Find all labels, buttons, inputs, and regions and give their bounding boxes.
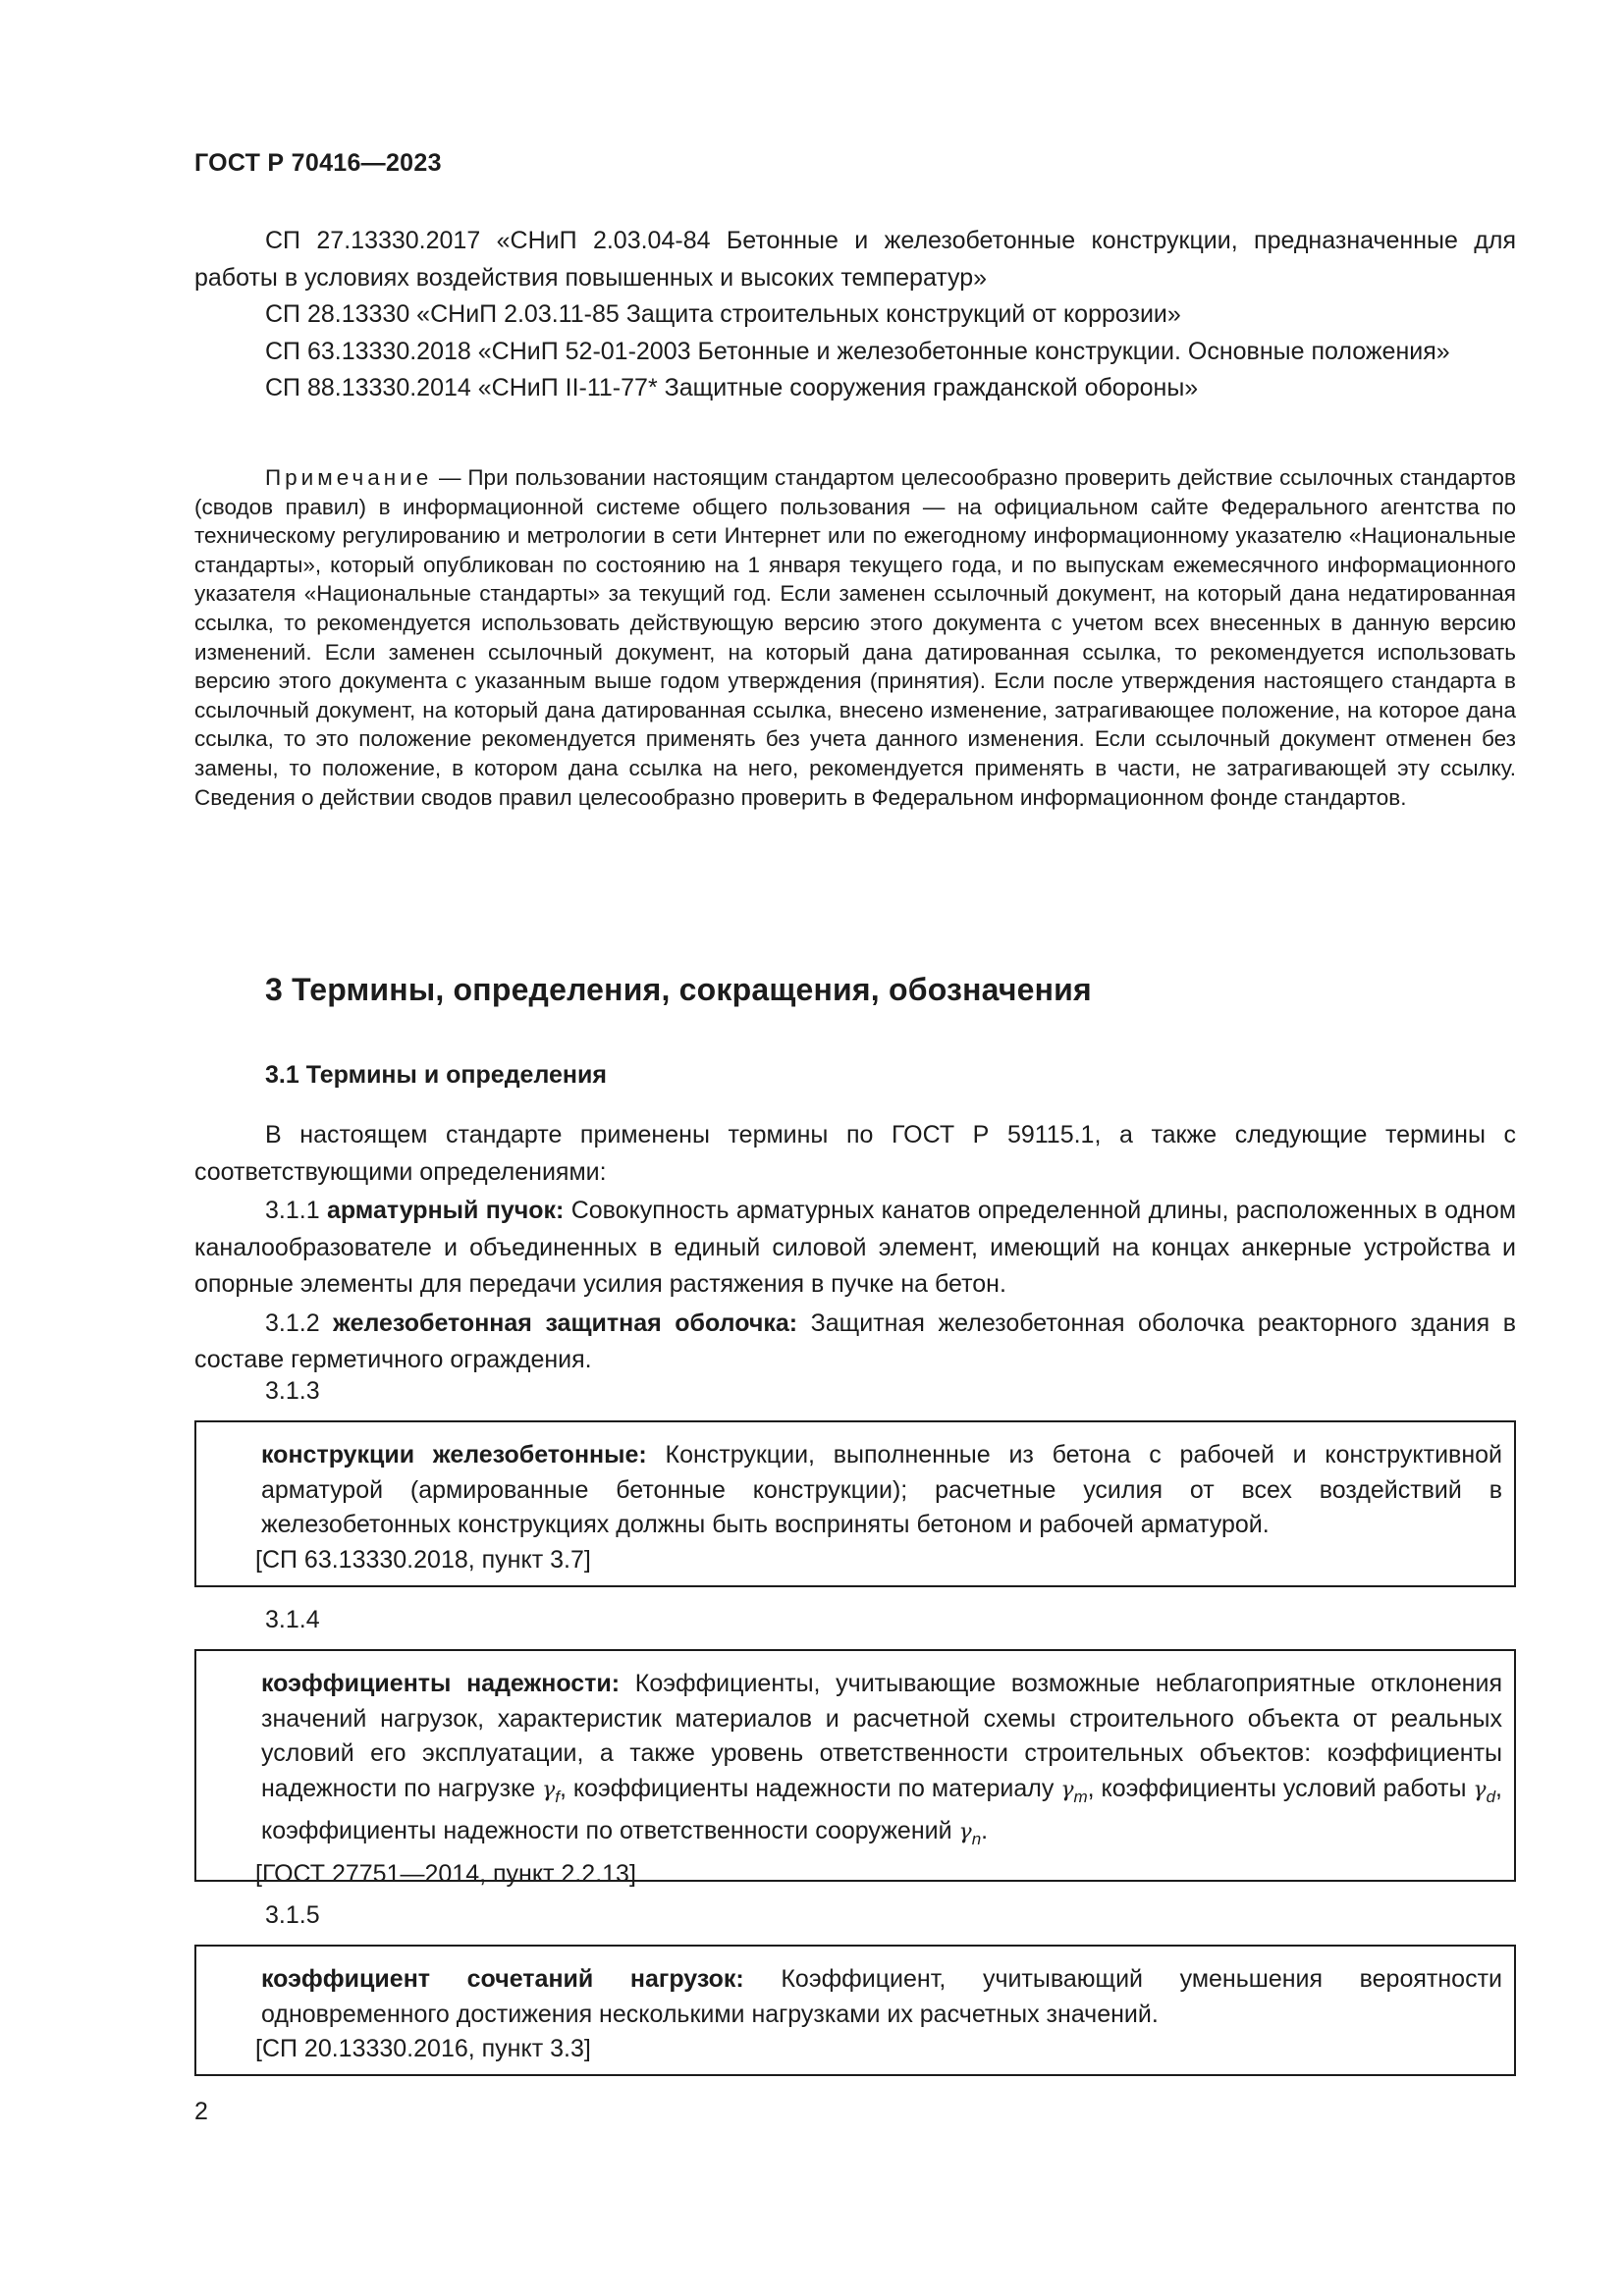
term-number: 3.1.2 (265, 1308, 320, 1337)
term-source: [ГОСТ 27751—2014, пункт 2.2.13] (255, 1859, 636, 1888)
terms-intro: В настоящем стандарте применены термины по ГОСТ Р 59115.1, а также следующие термины с соответствующими определениями: (194, 1121, 1516, 1186)
term-definition: Коэффициент, учитывающий уменьшения вероятности одновременного достижения несколькими нагрузками их расчетных значений. (261, 1965, 1502, 2028)
term-number: 3.1.4 (265, 1606, 320, 1633)
subscript: n (971, 1830, 982, 1848)
normative-references (194, 223, 1516, 407)
reference-item: СП 88.13330.2014 «СНиП II-11-77* Защитные сооружения гражданской обороны» (265, 374, 1199, 401)
term-definition: Защитная железобетонная оболочка реакторного здания в составе герметичного ограждения. (194, 1308, 1516, 1373)
term-definition: Совокупность арматурных канатов определенной длины, расположенных в одном каналообразователе и объединенных в единый силовой элемент, имеющий на концах анкерные устройства и опорные элементы для передачи усилия растяжения в пучке на бетон. (194, 1197, 1517, 1298)
term-name: конструкции железобетонные: (261, 1441, 647, 1468)
subscript: d (1486, 1787, 1496, 1806)
term-definition: , коэффициенты условий работы (1087, 1774, 1474, 1802)
term-definition: , коэффициенты надежности по ответственности сооружений (261, 1774, 1502, 1844)
note-label: Примечание (265, 465, 433, 490)
term-name: коэффициент сочетаний нагрузок: (261, 1965, 744, 1993)
term-definition: , коэффициенты надежности по материалу (560, 1774, 1061, 1802)
term-box (194, 1945, 1516, 2076)
terms-list (194, 1117, 1516, 1381)
gamma-symbol: γ (542, 1777, 556, 1802)
term-item (194, 1306, 1516, 1379)
gamma-symbol: γ (1060, 1777, 1074, 1802)
reference-item: СП 63.13330.2018 «СНиП 52-01-2003 Бетонные и железобетонные конструкции. Основные положения» (265, 337, 1450, 365)
subscript: f (555, 1787, 561, 1806)
gamma-symbol: γ (958, 1820, 972, 1844)
page-number: 2 (194, 2098, 208, 2125)
reference-item: СП 27.13330.2017 «СНиП 2.03.04-84 Бетонные и железобетонные конструкции, предназначенные для работы в условиях воздействия повышенных и высоких температур» (194, 227, 1516, 292)
term-number: 3.1.5 (265, 1901, 320, 1929)
subscript: m (1073, 1787, 1088, 1806)
note-text: — При пользовании настоящим стандартом целесообразно проверить действие ссылочных стандартов (сводов правил) в информационной системе общего пользования — на официальном сайте Федерального агентства по техническому регулированию и метрологии в сети Интернет или по ежегодному информационному указателю «Национальные стандарты», который опубликован по состоянию на 1 января текущего года, и по выпускам ежемесячного информационного указателя «Национальные стандарты» за текущий год. Если заменен ссылочный документ, на который дана недатированная ссылка, то рекомендуется использовать действующую версию этого документа с учетом всех внесенных в данную версию изменений. Если заменен ссылочный документ, на который дана датированная ссылка, то рекомендуется использовать версию этого документа с указанным выше годом утверждения (принятия). Если после утверждения настоящего стандарта в ссылочный документ, на который дана датированная ссылка, внесено изменение, затрагивающее положение, на которое дана ссылка, то это положение рекомендуется применять без учета данного изменения. Если ссылочный документ отменен без замены, то положение, в котором дана ссылка на него, рекомендуется применять в части, не затрагивающей эту ссылку. Сведения о действии сводов правил целесообразно проверить в Федеральном информационном фонде стандартов. (194, 465, 1516, 810)
note-block (194, 463, 1516, 812)
reference-item: СП 28.13330 «СНиП 2.03.11-85 Защита строительных конструкций от коррозии» (265, 300, 1181, 328)
term-item (194, 1193, 1516, 1304)
document-header: ГОСТ Р 70416—2023 (194, 149, 442, 177)
subsection-title: 3.1 Термины и определения (265, 1061, 607, 1089)
section-title: 3 Термины, определения, сокращения, обозначения (265, 972, 1092, 1007)
term-box (194, 1649, 1516, 1888)
term-name: железобетонная защитная оболочка: (333, 1308, 798, 1337)
term-number: 3.1.3 (265, 1377, 320, 1405)
term-number: 3.1.1 (265, 1197, 320, 1224)
term-source: [СП 63.13330.2018, пункт 3.7] (255, 1545, 591, 1574)
term-box (194, 1420, 1516, 1587)
gamma-symbol: γ (1473, 1777, 1487, 1802)
term-source: [СП 20.13330.2016, пункт 3.3] (255, 2035, 591, 2062)
term-definition: Конструкции, выполненные из бетона с рабочей и конструктивной арматурой (армированные бетонные конструкции); расчетные усилия от всех воздействий в железобетонных конструкциях должны быть восприняты бетоном и рабочей арматурой. (261, 1441, 1502, 1538)
term-definition: . (981, 1817, 989, 1844)
term-name: коэффициенты надежности: (261, 1670, 621, 1697)
term-definition: Коэффициенты, учитывающие возможные неблагоприятные отклонения значений нагрузок, характеристик материалов и расчетной схемы строительного объекта от реальных условий его эксплуатации, а также уровень ответственности строительных объектов: коэффициенты надежности по нагрузке (261, 1670, 1502, 1802)
term-name: арматурный пучок: (326, 1197, 565, 1224)
